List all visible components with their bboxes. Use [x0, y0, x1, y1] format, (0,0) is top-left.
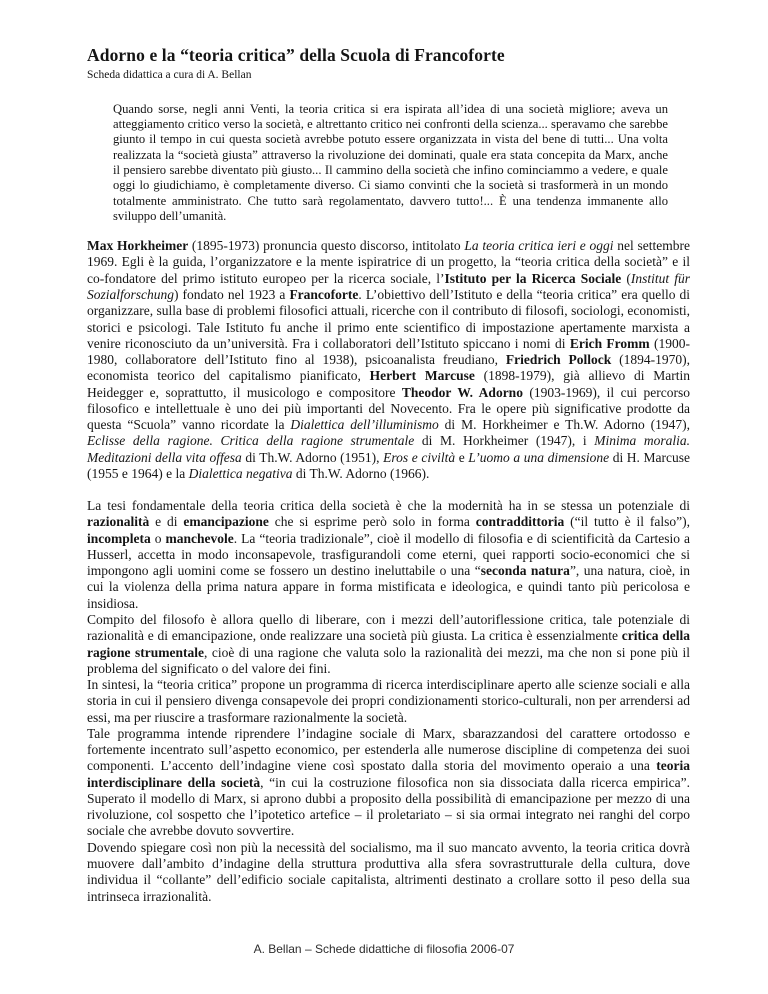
paragraph-marx-program: Tale programma intende riprendere l’indagine sociale di Marx, sbarazzandosi del carattere ortodosso e fortemente incentrato sull’aspetto economico, per estenderla alle numerose discipline di competenza dei suoi componenti. L’accento dell’indagine viene così spostato dalla storia del movimento operaio a una teoria interdisciplinare della società, “in cui la costruzione filosofica non sia dissociata dalla ricerca empirica”. Superato il modello di Marx, si aprono dubbi a proposito della possibilità di emancipazione per mezzo di una rivoluzione, col sospetto che l’ipotetico artefice – il proletariato – si sia ormai integrato nei ranghi del corpo sociale che avrebbe dovuto sovvertire. — [87, 725, 690, 839]
paragraph-critical-theory-thesis: La tesi fondamentale della teoria critica della società è che la modernità ha in se stessa un potenziale di razionalità e di emancipazione che si esprime però solo in forma contraddittoria (“il tutto è il falso”), incompleta o manchevole. La “teoria tradizionale”, cioè il modello di filosofia e di scientificità da Cartesio a Husserl, accetta in modo inconsapevole, trasfigurandoli come eterni, quei rapporti socio-economici che si impongono agli uomini come se fossero un destino ineluttabile o una “seconda natura”, una natura, cioè, in cui la violenza della prima natura appare in forma mistificata e ideologica, e quindi tanto più pericolosa e insidiosa. — [87, 498, 691, 611]
paragraph-philosopher-task: Compito del filosofo è allora quello di liberare, con i mezzi dell’autoriflessione critica, tale potenziale di razionalità e di emancipazione, onde realizzare una società più giusta. La critica è essenzialmente critica della ragione strumentale, cioè di una ragione che valuta solo la razionalità dei mezzi, ma che non si pone più il problema del significato o del valore dei fini. — [87, 612, 690, 676]
page-footer: A. Bellan – Schede didattiche di filosofia 2006-07 — [253, 942, 515, 956]
page-subtitle: Scheda didattica a cura di A. Bellan — [87, 69, 252, 81]
paragraph-synthesis: In sintesi, la “teoria critica” propone un programma di ricerca interdisciplinare aperto alle scienze sociali e alla storia in cui il pensiero divenga consapevole dei propri condizionamenti storico-culturali, non per arrendersi ad essi, ma per riuscire a trasformare razionalmente la società. — [87, 677, 690, 725]
opening-quote: Quando sorse, negli anni Venti, la teoria critica si era ispirata all’idea di una società migliore; aveva un atteggiamento critico verso la società, e altrettanto critico nei confronti della scienza... speravamo che sarebbe giunto il tempo in cui questa società avrebbe potuto essere organizzata in vista del bene di tutti... Una volta realizzata la “società giusta” attraverso la rivoluzione dei dominati, quale era stata concepita da Marx, anche il pensiero sarebbe diventato più giusto... Il cammino della società che infino cominciammo a vedere, e quale oggi lo giudichiamo, è completamente diverso. Ci siamo convinti che la società si trasformerà in un mondo totalmente amministrato. Che tutto sarà regolamentato, davvero tutto!... È una tendenza immanente allo sviluppo dell’umanità. — [113, 101, 668, 223]
body-block — [87, 498, 690, 905]
page-title: Adorno e la “teoria critica” della Scuola di Francoforte — [87, 45, 505, 65]
paragraph-socialism-culture: Dovendo spiegare così non più la necessità del socialismo, ma il suo mancato avvento, la teoria critica dovrà muovere dall’ambito d’indagine della struttura produttiva alla sfera sovrastrutturale della cultura, dove individua il “collante” dell’edificio sociale capitalista, altrimenti destinato a crollare sotto il peso della sua intrinseca irrazionalità. — [87, 839, 690, 904]
paragraph-horkheimer-institute: Max Horkheimer (1895-1973) pronuncia questo discorso, intitolato La teoria critica ieri e oggi nel settembre 1969. Egli è la guida, l’organizzatore e la mente ispiratrice di un progetto, la “teoria critica della società” e il co-fondatore del primo istituto europeo per la ricerca sociale, l’Istituto per la Ricerca Sociale (Institut für Sozialforschung) fondato nel 1923 a Francoforte. L’obiettivo dell’Istituto e della “teoria critica” era quello di organizzare, sulla base di problemi filosofici attuali, ricerche con il contributo di filosofi, sociologi, economisti, storici e psicologi. Tale Istituto fu anche il primo ente scientifico di impostazione apertamente marxista a venire riconosciuto da un’università. Fra i collaboratori dell’Istituto spiccano i nomi di Erich Fromm (1900-1980, collaboratore dell’Istituto fino al 1938), psicoanalista freudiano, Friedrich Pollock (1894-1970), economista teorico del capitalismo pianificato, Herbert Marcuse (1898-1979), già allievo di Martin Heidegger e, soprattutto, il musicologo e compositore Theodor W. Adorno (1903-1969), il cui percorso filosofico e intellettuale è uno dei più importanti del Novecento. Fra le opere più significative prodotte da questa “Scuola” vanno ricordate la Dialettica dell’illuminismo di M. Horkheimer e Th.W. Adorno (1947), Eclisse della ragione. Critica della ragione strumentale di M. Horkheimer (1947), i Minima moralia. Meditazioni della vita offesa di Th.W. Adorno (1951), Eros e civiltà e L’uomo a una dimensione di H. Marcuse (1955 e 1964) e la Dialettica negativa di Th.W. Adorno (1966). — [87, 238, 691, 481]
